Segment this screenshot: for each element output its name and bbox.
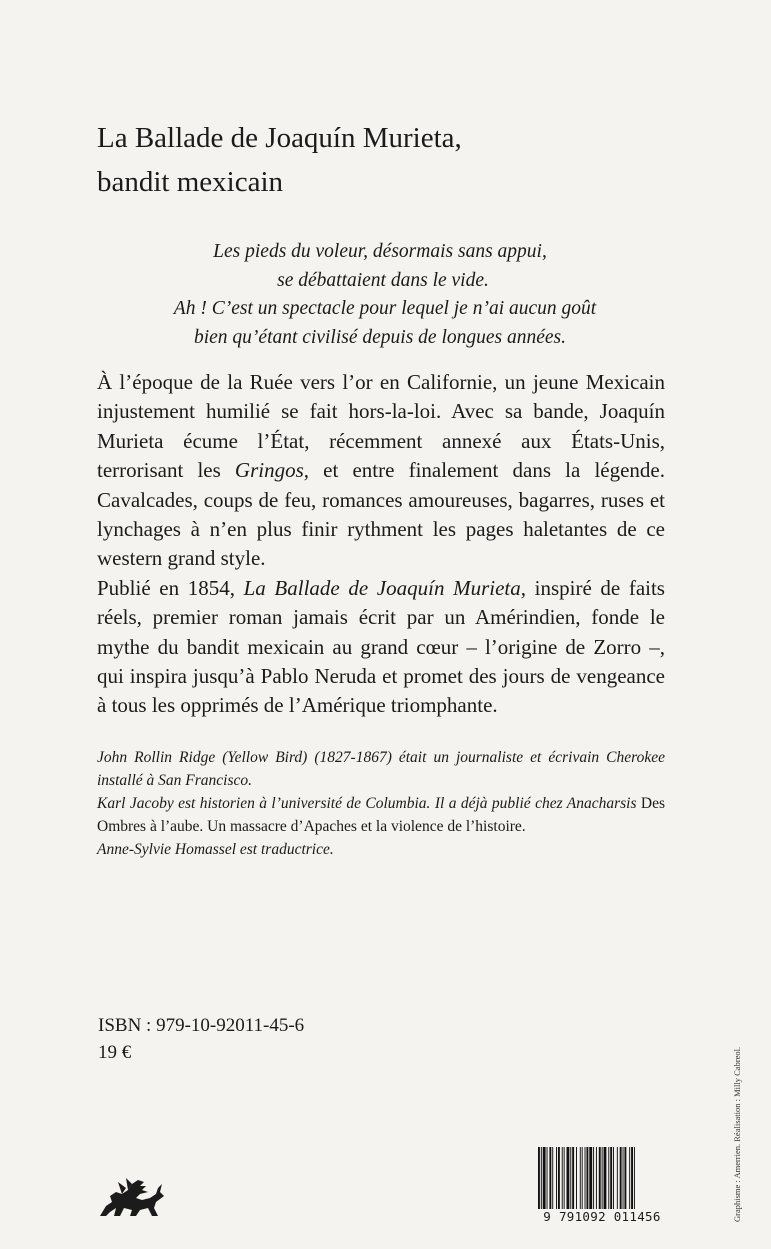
isbn: ISBN : 979-10-92011-45-6 [98, 1015, 305, 1036]
book-title [97, 116, 697, 204]
barcode-bar [541, 1147, 542, 1209]
barcode-bar [589, 1147, 592, 1209]
griffin-logo-icon [96, 1172, 168, 1222]
barcode-bars [536, 1147, 668, 1209]
blurb-text: , et entre finalement dans la légende. Cavalcades, coups de feu, romances amoureuses, bagarres, ruses et lynchages à n’en plus finir rythment les pages haletantes de ce western grand style. [97, 458, 665, 571]
barcode-bar [599, 1147, 601, 1209]
barcode [532, 1147, 672, 1229]
barcode-bar [582, 1147, 583, 1209]
blurb-paragraph-2 [97, 574, 665, 721]
barcode-bar [576, 1147, 577, 1209]
blurb-emphasis: La Ballade de Joaquín Murieta [243, 575, 521, 600]
epigraph [100, 238, 660, 352]
barcode-bar [580, 1147, 581, 1209]
bio-translator: Anne-Sylvie Homassel est traductrice. [97, 841, 334, 858]
barcode-bar [593, 1147, 594, 1209]
barcode-bar [558, 1147, 560, 1209]
barcode-bar [602, 1147, 603, 1209]
blurb-text: Publié en 1854, [97, 575, 244, 600]
barcode-bar [631, 1147, 633, 1209]
barcode-bar [634, 1147, 635, 1209]
barcode-bar [608, 1147, 609, 1209]
epigraph-line: se débattaient dans le vide. [277, 269, 489, 291]
barcode-bar [585, 1147, 586, 1209]
book-title-line-1: La Ballade de Joaquín Murieta, [97, 122, 462, 154]
barcode-bar [613, 1147, 614, 1209]
blurb-text: , inspiré de faits réels, premier roman jamais écrit par un Amérindien, fonde le mythe du bandit mexicain au grand cœur – l’origine de Zorro –, qui inspira jusqu’à Pablo Neruda et promet des jours de vengeance à tous les opprimés de l’Amérique triomphante. [97, 575, 665, 718]
bio-preface-text: Karl Jacoby est historien à l’université de Columbia. Il a déjà publié chez Anacharsis [97, 795, 637, 812]
barcode-bar [556, 1147, 557, 1209]
barcode-bar [629, 1147, 630, 1209]
author-bios [97, 746, 665, 861]
barcode-bar [604, 1147, 607, 1209]
barcode-bar [586, 1147, 588, 1209]
barcode-bar [543, 1147, 546, 1209]
barcode-bar [549, 1147, 551, 1209]
barcode-bar [617, 1147, 618, 1209]
blurb-emphasis: Gringos [234, 458, 304, 483]
barcode-bar [570, 1147, 571, 1209]
barcode-bar [624, 1147, 626, 1209]
bio-preface [97, 792, 665, 838]
barcode-bar [623, 1147, 624, 1209]
barcode-bar [610, 1147, 612, 1209]
barcode-bar [538, 1147, 540, 1209]
bio-author: John Rollin Ridge (Yellow Bird) (1827-1867) était un journaliste et écrivain Cherokee installé à San Francisco. [97, 749, 665, 789]
barcode-bar [567, 1147, 570, 1209]
price: 19 € [98, 1042, 132, 1063]
barcode-bar [562, 1147, 563, 1209]
barcode-bar [547, 1147, 548, 1209]
barcode-bar [596, 1147, 597, 1209]
barcode-bar [552, 1147, 553, 1209]
barcode-digits: 9 791092 011456 [543, 1209, 661, 1224]
barcode-bar [620, 1147, 622, 1209]
design-credits: Graphisme : Amerrien. Réalisation : Milly Cabreol. [732, 1046, 742, 1222]
epigraph-line: Ah ! C’est un spectacle pour lequel je n’ai aucun goût [173, 298, 597, 319]
epigraph-line: Les pieds du voleur, désormais sans appui, [213, 241, 547, 262]
epigraph-line: bien qu’étant civilisé depuis de longues années. [193, 326, 567, 348]
back-cover-blurb [97, 368, 665, 721]
blurb-text: À l’époque de la Ruée vers l’or en Californie, un jeune Mexicain injustement humilié se fait hors-la-loi. Avec sa bande, Joaquín Murieta écume l’État, récemment annexé aux États-Unis, terrorisant les [97, 370, 665, 483]
bio-preface-book: Des Ombres à l’aube. Un massacre d’Apaches et la violence de l’histoire. [97, 795, 666, 835]
blurb-paragraph-1 [97, 368, 665, 574]
barcode-bar [572, 1147, 574, 1209]
book-title-line-2: bandit mexicain [97, 166, 284, 198]
barcode-bar [564, 1147, 565, 1209]
